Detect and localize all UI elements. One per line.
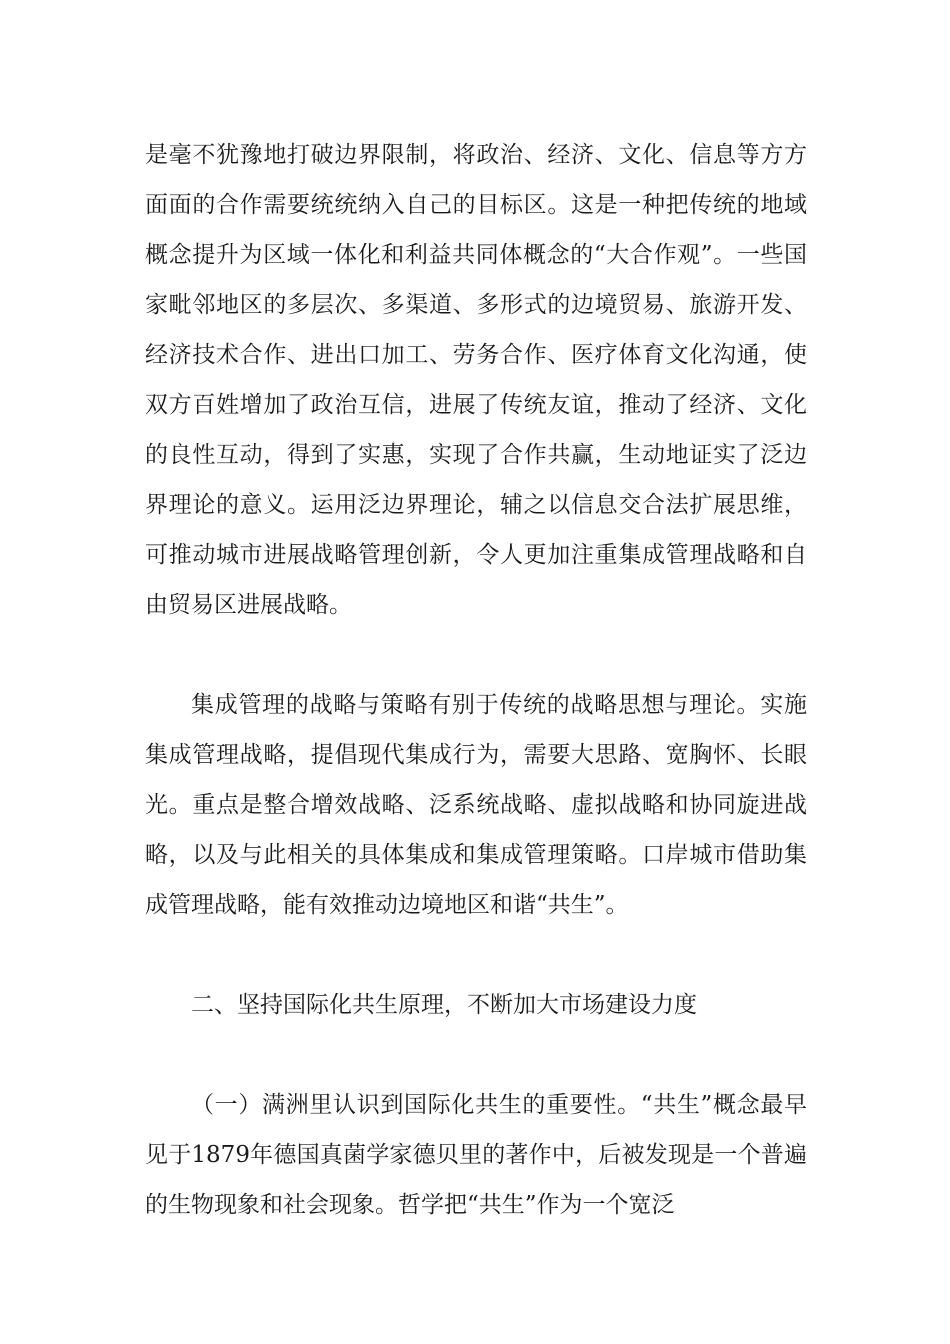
paragraph-gap — [145, 1030, 807, 1080]
paragraph-gap — [145, 930, 807, 980]
document-page — [145, 130, 807, 1230]
paragraph-gap — [145, 630, 807, 680]
paragraph-symbiosis: （一）满洲里认识到国际化共生的重要性。“共生”概念最早见于1879年德国真菌学家德贝里的著作中，后被发现是一个普遍的生物现象和社会现象。哲学把“共生”作为一个宽泛 — [145, 1092, 807, 1218]
paragraph-integrated-management: 集成管理的战略与策略有别于传统的战略思想与理论。实施集成管理战略，提倡现代集成行为，需要大思路、宽胸怀、长眼光。重点是整合增效战略、泛系统战略、虚拟战略和协同旋进战略，以及与此相关的具体集成和集成管理策略。口岸城市借助集成管理战略，能有效推动边境地区和谐“共生”。 — [145, 692, 807, 918]
paragraph-continuation: 是毫不犹豫地打破边界限制，将政治、经济、文化、信息等方方面面的合作需要统统纳入自己的目标区。这是一种把传统的地域概念提升为区域一体化和利益共同体概念的“大合作观”。一些国家毗邻地区的多层次、多渠道、多形式的边境贸易、旅游开发、经济技术合作、进出口加工、劳务合作、医疗体育文化沟通，使双方百姓增加了政治互信，进展了传统友谊，推动了经济、文化的良性互动，得到了实惠，实现了合作共赢，生动地证实了泛边界理论的意义。运用泛边界理论，辅之以信息交合法扩展思维，可推动城市进展战略管理创新，令人更加注重集成管理战略和自由贸易区进展战略。 — [145, 142, 807, 618]
section-heading: 二、坚持国际化共生原理，不断加大市场建设力度 — [191, 992, 697, 1018]
